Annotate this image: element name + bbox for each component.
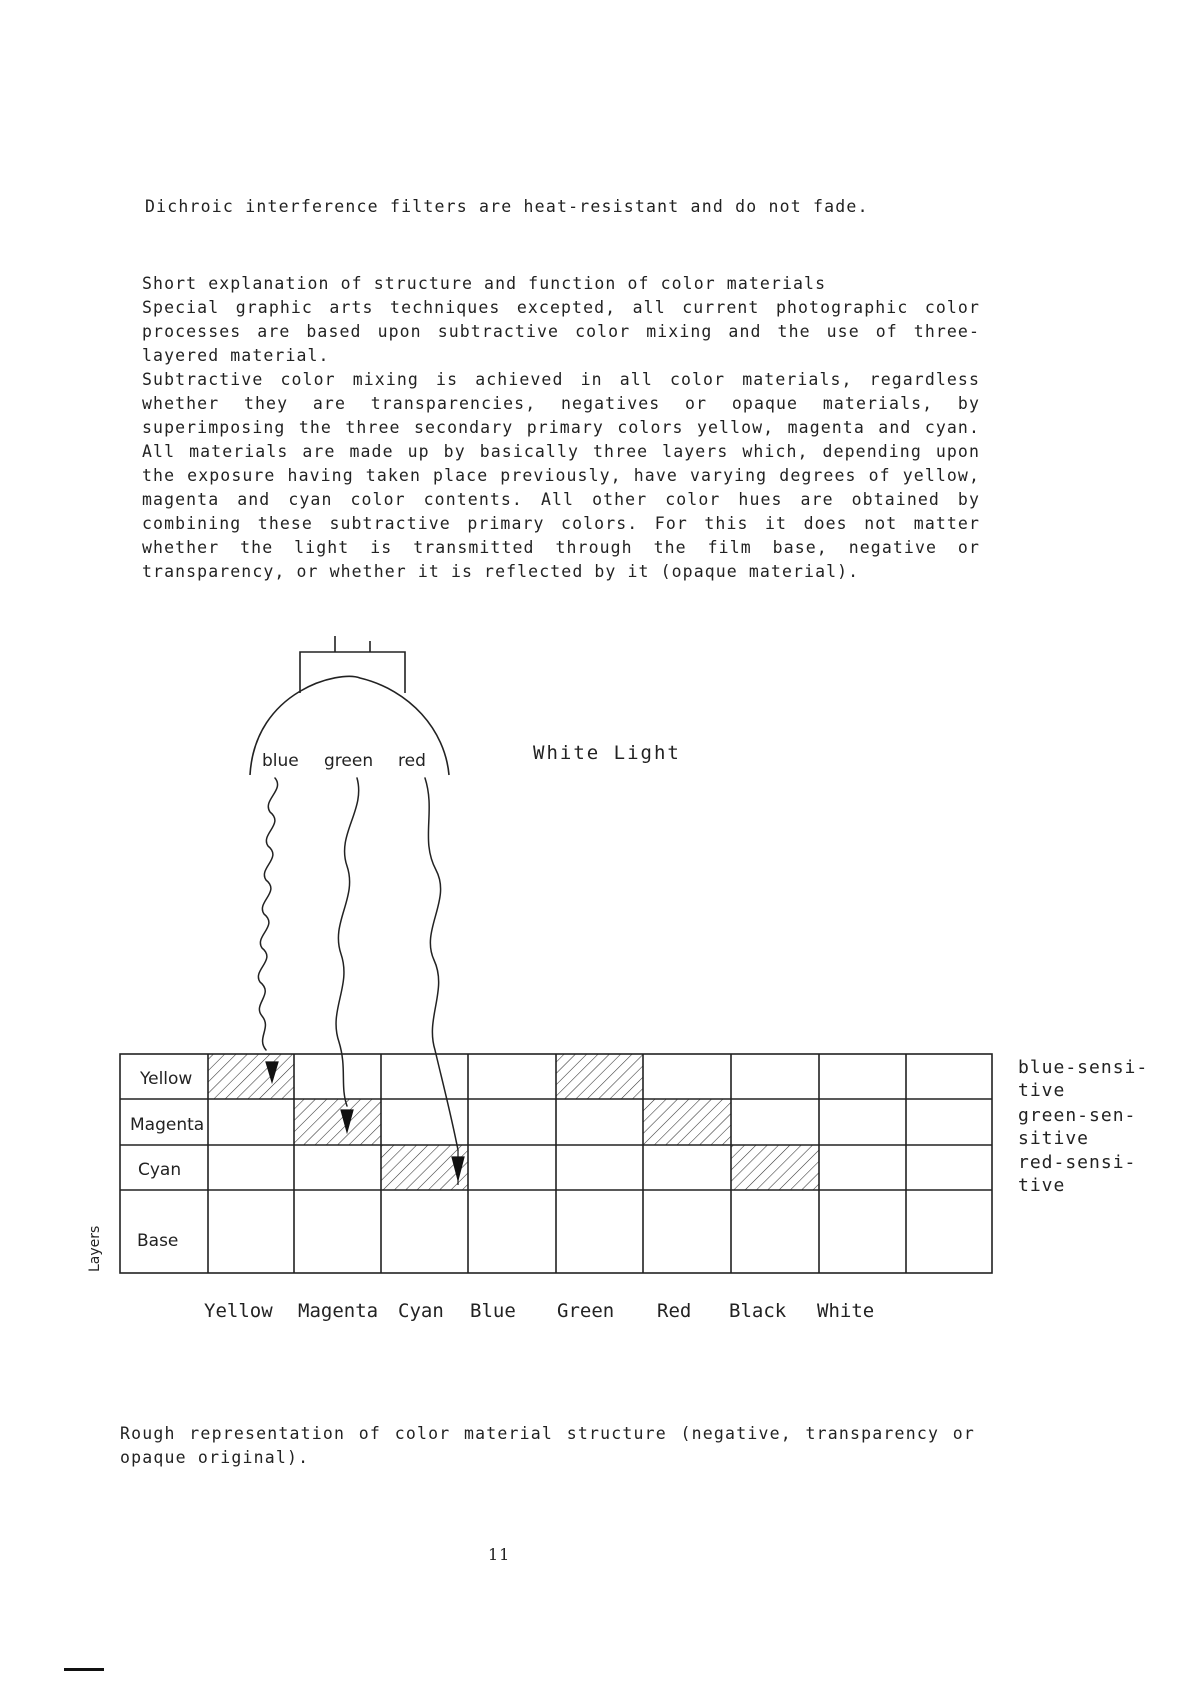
paragraph-1: Special graphic arts techniques excepted, all current photographic color processes are based upon subtractive color mixing and the use of three-layered material. (142, 298, 980, 365)
sensitivity-label-green-1: green-sen- (1018, 1105, 1137, 1126)
white-light-label: White Light (533, 742, 681, 764)
column-label-green: Green (557, 1300, 615, 1322)
sensitivity-label-green-2: sitive (1018, 1128, 1090, 1149)
sensitivity-label-blue-2: tive (1018, 1080, 1066, 1101)
lamp-label-blue: blue (262, 751, 299, 771)
page-number: 11 (488, 1545, 511, 1564)
scan-edge-mark (64, 1668, 104, 1671)
layer-label-base: Base (137, 1231, 179, 1251)
section-heading: Short explanation of structure and function of color materials (142, 274, 827, 293)
column-label-white: White (817, 1300, 875, 1322)
sensitivity-label-red-2: tive (1018, 1175, 1066, 1196)
layers-axis-label: Layers (87, 1225, 103, 1272)
column-label-blue: Blue (470, 1300, 516, 1322)
sensitivity-label-red-1: red-sensi- (1018, 1152, 1137, 1173)
column-label-black: Black (729, 1300, 787, 1322)
paragraph-2: Subtractive color mixing is achieved in all color materials, regardless whether they are transparencies, negatives or opaque materials, by superimposing the three secondary primary colors yellow, magenta and cyan. All materials are made up by basically three layers which, depending upon the exposure having taken place previously, have varying degrees of yellow, magenta and cyan color contents. All other color hues are obtained by combining these subtractive primary colors. For this it does not matter whether the light is transmitted through the film base, negative or transparency, or whether it is reflected by it (opaque material). (142, 370, 980, 581)
sensitivity-label-blue-1: blue-sensi- (1018, 1057, 1149, 1078)
lamp-label-red: red (398, 751, 426, 771)
lamp-label-green: green (324, 751, 374, 771)
column-label-yellow: Yellow (204, 1300, 273, 1322)
figure-caption: Rough representation of color material structure (negative, transparency or opaque original). (120, 1424, 975, 1467)
column-label-cyan: Cyan (398, 1300, 444, 1322)
layer-label-cyan: Cyan (138, 1160, 182, 1180)
column-label-red: Red (657, 1300, 692, 1322)
intro-sentence: Dichroic interference filters are heat-resistant and do not fade. (145, 197, 869, 216)
column-label-magenta: Magenta (298, 1300, 379, 1322)
shaded-cells (208, 1054, 819, 1190)
layer-label-magenta: Magenta (130, 1115, 205, 1135)
layer-label-yellow: Yellow (140, 1069, 193, 1089)
